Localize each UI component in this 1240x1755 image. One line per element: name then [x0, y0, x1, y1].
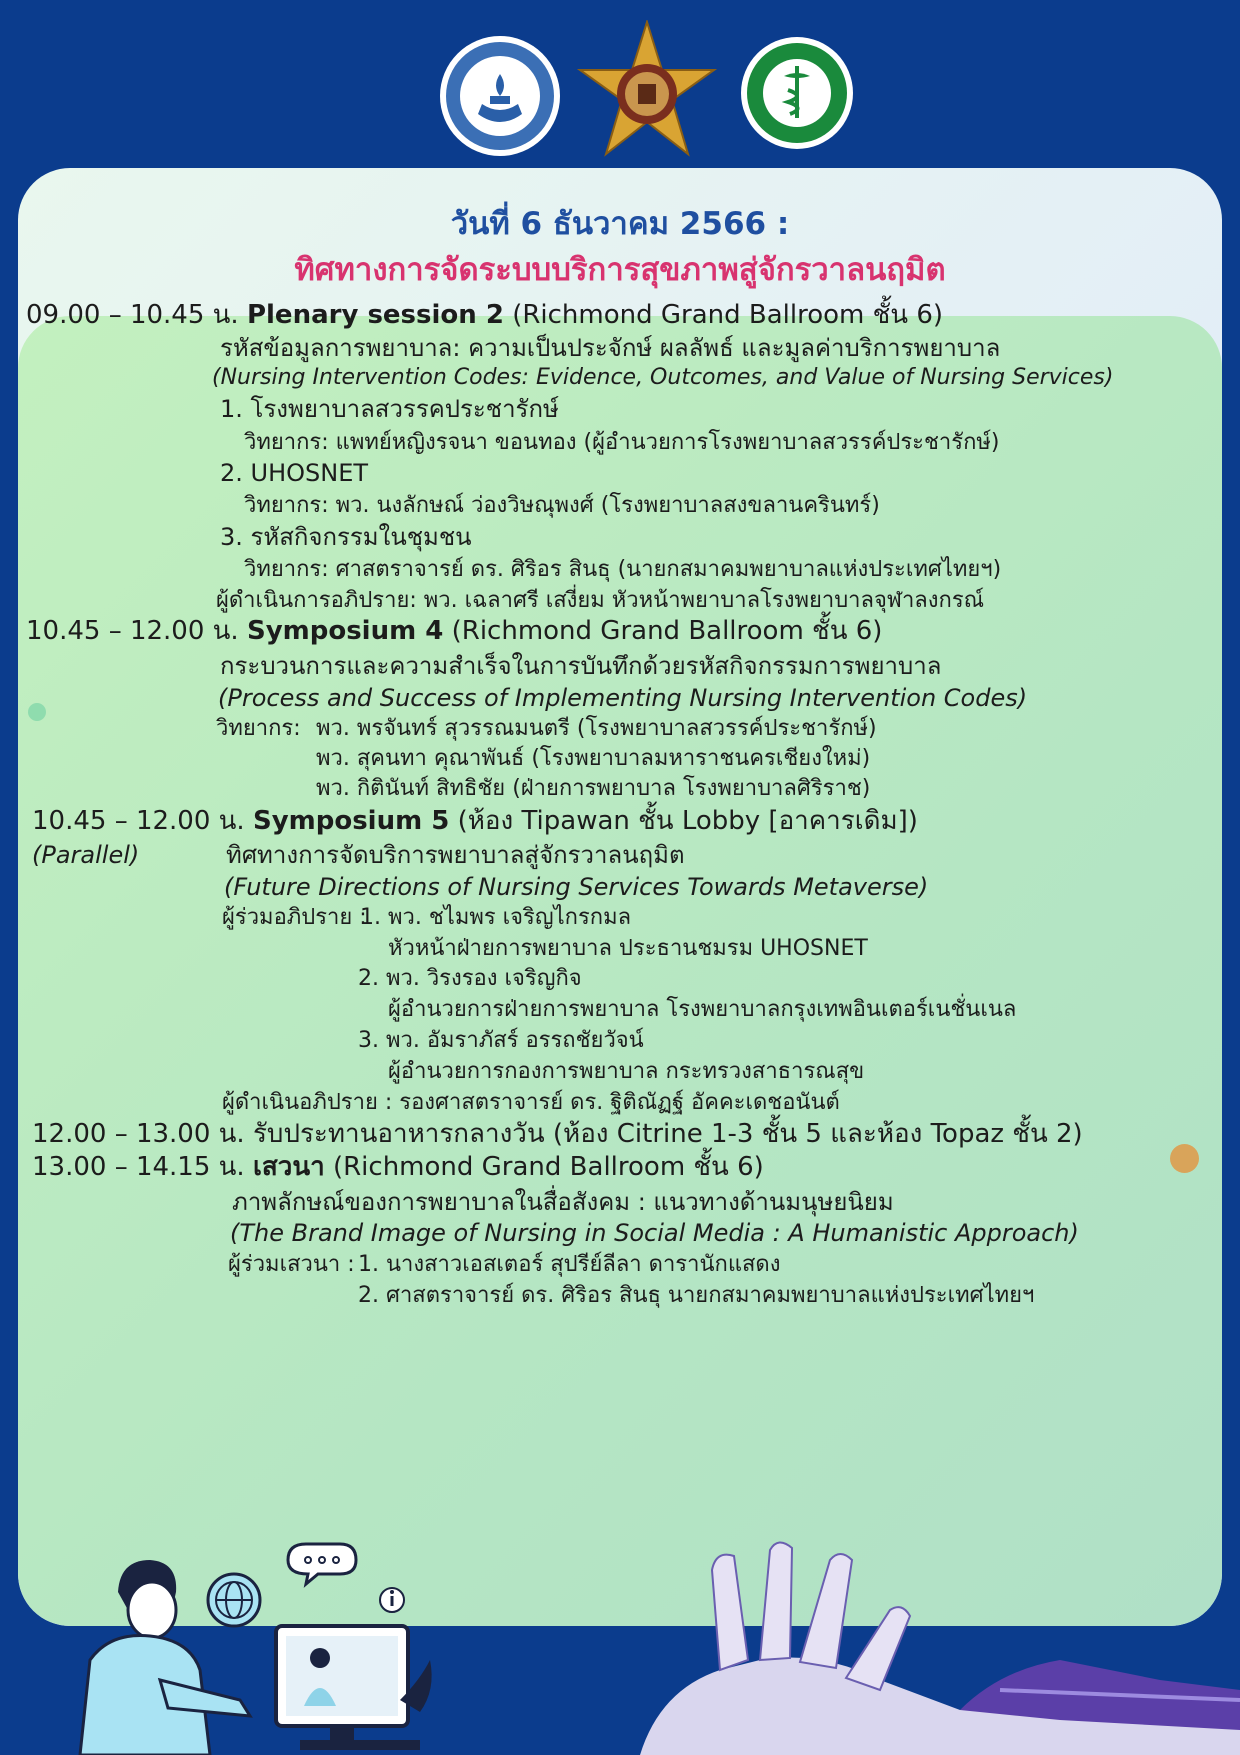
session3-panelist1-role: หัวหน้าฝ่ายการพยาบาล ประธานชมรม UHOSNET	[388, 936, 868, 961]
session5-venue: (Richmond Grand Ballroom ชั้น 6)	[324, 1152, 764, 1182]
session1-item2-speaker: วิทยากร: พว. นงลักษณ์ ว่องวิษณุพงศ์ (โรงพยาบาลสงขลานครินทร์)	[244, 493, 880, 518]
session2-speaker-3: พว. กิตินันท์ สิทธิชัย (ฝ่ายการพยาบาล โรงพยาบาลศิริราช)	[316, 776, 871, 801]
session3-panelist2-role: ผู้อำนวยการฝ่ายการพยาบาล โรงพยาบาลกรุงเทพอินเตอร์เนชั่นเนล	[388, 997, 1017, 1022]
session3-title-en: (Future Directions of Nursing Services Towards Metaverse)	[224, 873, 929, 901]
decor-dot-green	[28, 703, 46, 721]
session2-venue: (Richmond Grand Ballroom ชั้น 6)	[443, 616, 883, 646]
session5-title-en: (The Brand Image of Nursing in Social Media : A Humanistic Approach)	[230, 1219, 1079, 1247]
robot-hand-illustration	[640, 1542, 1240, 1755]
session1-time-row	[26, 300, 943, 330]
session1-time: 09.00 – 10.45 น.	[26, 300, 239, 330]
globe-icon	[208, 1574, 260, 1626]
session2-title-en: (Process and Success of Implementing Nursing Intervention Codes)	[218, 684, 1028, 712]
agenda-card	[18, 168, 1222, 1626]
session2-speaker-1: พว. พรจันทร์ สุวรรณมนตรี (โรงพยาบาลสวรรค์ประชารักษ์)	[316, 716, 877, 741]
session2-time: 10.45 – 12.00 น.	[26, 616, 239, 646]
session5-panel-label: ผู้ร่วมเสวนา :	[228, 1252, 355, 1277]
session3-panelist1-name: 1. พว. ชไมพร เจริญไกรกมล	[360, 905, 632, 930]
session3-title-th: ทิศทางการจัดบริการพยาบาลสู่จักรวาลนฤมิต	[226, 841, 685, 869]
session1-name: Plenary session 2	[246, 300, 504, 330]
session1-title-en: (Nursing Intervention Codes: Evidence, Outcomes, and Value of Nursing Services)	[212, 365, 1114, 390]
session4-row	[32, 1119, 1083, 1149]
session3-moderator: ผู้ดำเนินอภิปราย : รองศาสตราจารย์ ดร. ฐิติณัฏฐ์ อัคคะเดชอนันต์	[222, 1090, 840, 1115]
bottom-illustration	[0, 1540, 1240, 1755]
session1-venue: (Richmond Grand Ballroom ชั้น 6)	[503, 300, 944, 330]
decor-dot-gold	[1170, 1144, 1199, 1173]
session1-item1-title: 1. โรงพยาบาลสวรรคประชารักษ์	[220, 395, 559, 423]
session3-panelist3-role: ผู้อำนวยการกองการพยาบาล กระทรวงสาธารณสุข	[388, 1059, 865, 1084]
session1-item3-speaker: วิทยากร: ศาสตราจารย์ ดร. ศิริอร สินธุ (นายกสมาคมพยาบาลแห่งประเทศไทยฯ)	[244, 557, 1002, 582]
agenda-panel	[18, 300, 1222, 1626]
session2-speaker-2: พว. สุคนทา คุณาพันธ์ (โรงพยาบาลมหาราชนครเชียงใหม่)	[316, 746, 871, 771]
nurses-association-star-logo	[574, 20, 720, 160]
session1-item3-title: 3. รหัสกิจกรรมในชุมชน	[220, 523, 472, 551]
theme-title: ทิศทางการจัดระบบบริการสุขภาพสู่จักรวาลนฤมิต	[294, 252, 946, 288]
session5-title-th: ภาพลักษณ์ของการพยาบาลในสื่อสังคม : แนวทางด้านมนุษยนิยม	[232, 1188, 894, 1216]
session3-panel-label: ผู้ร่วมอภิปราย :	[222, 905, 367, 930]
session2-title-th: กระบวนการและความสำเร็จในการบันทึกด้วยรหัสกิจกรรมการพยาบาล	[220, 652, 942, 680]
session3-parallel: (Parallel)	[32, 841, 140, 869]
date-title: วันที่ 6 ธันวาคม 2566 :	[450, 206, 790, 242]
session3-panelist2-name: 2. พว. วิรงรอง เจริญกิจ	[358, 966, 582, 991]
info-icon	[380, 1588, 404, 1612]
session5-name: เสวนา	[252, 1152, 325, 1182]
session5-time-row	[32, 1152, 764, 1182]
session3-venue: (ห้อง Tipawan ชั้น Lobby [อาคารเดิม])	[449, 806, 918, 836]
logo-row	[0, 20, 1240, 160]
chat-bubble-icon	[288, 1544, 356, 1584]
session4-time: 12.00 – 13.00 น.	[32, 1119, 245, 1149]
session3-panelist3-name: 3. พว. อัมราภัสร์ อรรถชัยวัจน์	[358, 1028, 644, 1053]
session3-name: Symposium 5	[252, 806, 450, 836]
session2-name: Symposium 4	[246, 616, 444, 646]
session3-time: 10.45 – 12.00 น.	[32, 806, 245, 836]
session2-speaker-label: วิทยากร:	[216, 716, 301, 741]
session1-moderator: ผู้ดำเนินการอภิปราย: พว. เฉลาศรี เสงี่ยม หัวหน้าพยาบาลโรงพยาบาลจุฬาลงกรณ์	[216, 588, 985, 613]
session5-time: 13.00 – 14.15 น.	[32, 1152, 245, 1182]
nursing-division-logo	[740, 36, 854, 150]
session5-panelist-2: 2. ศาสตราจารย์ ดร. ศิริอร สินธุ นายกสมาคมพยาบาลแห่งประเทศไทยฯ	[358, 1283, 1035, 1308]
session4-text: รับประทานอาหารกลางวัน (ห้อง Citrine 1-3 ชั้น 5 และห้อง Topaz ชั้น 2)	[252, 1119, 1083, 1149]
session3-time-row	[32, 806, 918, 836]
session1-item2-title: 2. UHOSNET	[220, 459, 369, 487]
session1-title-th: รหัสข้อมูลการพยาบาล: ความเป็นประจักษ์ ผลลัพธ์ และมูลค่าบริการพยาบาล	[220, 334, 1001, 362]
session1-item1-speaker: วิทยากร: แพทย์หญิงรจนา ขอนทอง (ผู้อำนวยการโรงพยาบาลสวรรค์ประชารักษ์)	[244, 430, 1000, 455]
session5-panelist-1: 1. นางสาวเอสเตอร์ สุปรีย์ลีลา ดารานักแสดง	[358, 1252, 781, 1277]
session2-time-row	[26, 616, 882, 646]
nursing-council-logo	[438, 34, 562, 158]
